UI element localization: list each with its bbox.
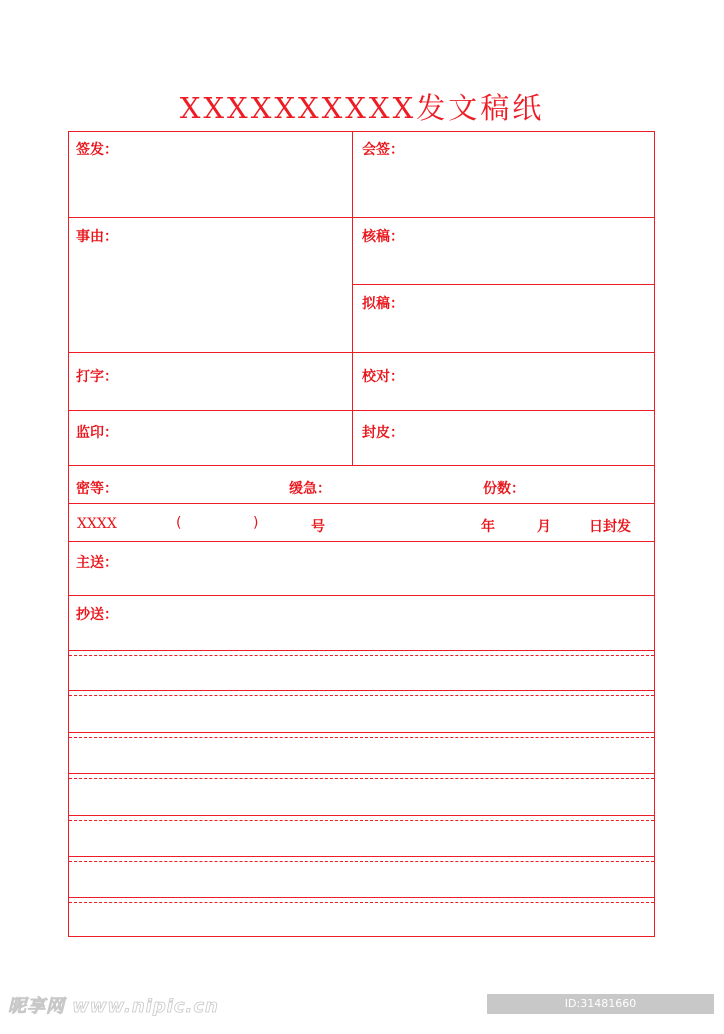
row-divider — [69, 650, 654, 651]
row-divider — [69, 690, 654, 691]
dashed-guide-line — [69, 820, 654, 821]
dashed-guide-line — [69, 655, 654, 656]
label-fengpi: 封皮： — [362, 425, 404, 441]
row-divider — [69, 897, 654, 898]
doc-number-prefix: XXXX — [77, 516, 117, 532]
dashed-guide-line — [69, 695, 654, 696]
site-watermark: 昵享网 www.nipic.cn — [8, 996, 219, 1017]
row-divider — [69, 856, 654, 857]
label-huiqian: 会签： — [362, 142, 404, 158]
close-paren: ) — [253, 515, 259, 531]
row-divider — [69, 410, 654, 411]
row-divider — [69, 503, 654, 504]
label-hegao: 核稿： — [362, 229, 404, 245]
label-jianyin: 监印： — [76, 425, 118, 441]
label-urgency: 缓急： — [289, 481, 331, 497]
row-divider — [69, 773, 654, 774]
label-jiaodui: 校对： — [362, 369, 404, 385]
dashed-guide-line — [69, 902, 654, 903]
row-divider — [69, 465, 654, 466]
row-divider — [69, 217, 654, 218]
label-dazi: 打字： — [76, 369, 118, 385]
label-qianfa: 签发： — [76, 142, 118, 158]
row-divider — [69, 595, 654, 596]
row-divider — [69, 732, 654, 733]
row-divider — [69, 352, 654, 353]
label-cc-recipient: 抄送： — [76, 607, 118, 623]
row-divider — [69, 815, 654, 816]
label-hao: 号 — [311, 519, 325, 535]
dashed-guide-line — [69, 861, 654, 862]
label-year: 年 — [481, 519, 495, 535]
row-divider — [69, 541, 654, 542]
image-id-bar: ID:31481660 NO:20211109203750420108 — [487, 994, 714, 1014]
label-shiyou: 事由： — [76, 229, 118, 245]
middle-divider — [352, 132, 353, 466]
open-paren: ( — [176, 515, 182, 531]
label-day-sealed: 日封发 — [589, 519, 631, 535]
label-copies: 份数： — [483, 481, 525, 497]
dispatch-form — [68, 131, 655, 937]
label-main-recipient: 主送： — [76, 555, 118, 571]
document-title: XXXXXXXXXX发文稿纸 — [179, 91, 545, 125]
row-divider — [353, 284, 654, 285]
dashed-guide-line — [69, 778, 654, 779]
label-month: 月 — [537, 519, 551, 535]
label-secrecy-level: 密等： — [76, 481, 118, 497]
dashed-guide-line — [69, 737, 654, 738]
label-nigao: 拟稿： — [362, 296, 404, 312]
